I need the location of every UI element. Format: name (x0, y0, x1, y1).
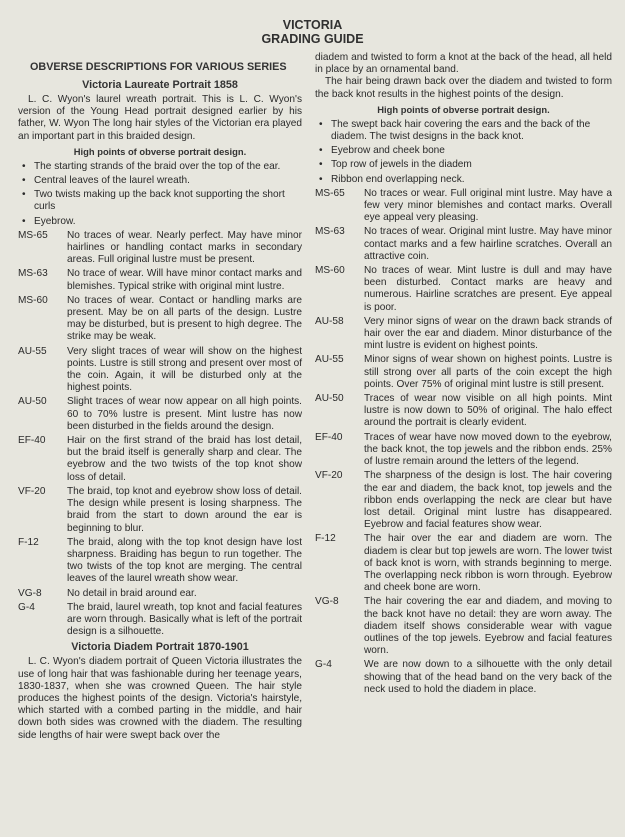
grade-row (18, 588, 302, 600)
grade-code: AU-50 (18, 396, 47, 408)
grade-code: F-12 (18, 536, 39, 548)
grade-description: No traces of wear. Mint lustre is dull and may have been disturbed. Contact marks are heavy and numerous. Hairline scratches are present. Eye appeal is poor. (364, 265, 612, 313)
grade-code: VG-8 (18, 587, 42, 599)
grade-row (18, 396, 302, 433)
title-line-2: GRADING GUIDE (261, 32, 364, 46)
grade-description: Minor signs of wear shown on highest points. Lustre is still strong over all parts of the coin except the high points. Over 75% of original mint lustre is still present. (364, 354, 612, 390)
grade-code: EF-40 (18, 435, 46, 447)
grade-row (18, 346, 302, 395)
title-line-1: VICTORIA (282, 18, 343, 32)
list-item: • Eyebrow and cheek bone (331, 145, 612, 157)
grade-row (18, 230, 302, 267)
grade-code: VF-20 (18, 485, 46, 497)
grade-description: No detail in braid around ear. (67, 587, 197, 599)
grade-row (18, 602, 302, 639)
diadem-high-points-list (315, 119, 612, 186)
grade-description: The braid, laurel wreath, top knot and facial features are worn through. Basically what is left of the portrait design is a silhouette. (67, 601, 302, 638)
grade-description: We are now down to a silhouette with the only detail showing that of the head band on the very back of the neck used to hold the diadem in place. (364, 659, 612, 695)
grade-code: AU-50 (315, 393, 344, 405)
grade-row (18, 537, 302, 586)
grade-code: MS-63 (18, 268, 48, 280)
grade-description: The hair covering the ear and diadem, and moving to the back knot have no detail: they are worn away. The diadem itself shows considerable wear with vague outlines of the top jewels. Eyebrow and facial features worn. (364, 596, 612, 657)
grade-row (18, 435, 302, 484)
grade-description: The hair over the ear and diadem are worn. The diadem is clear but top jewels are worn. The lower twist of back knot is worn, with strands beginning to merge. The overlapping neck ribbon is worn through. Eyebrow and cheek bone are worn. (364, 533, 612, 594)
grade-code: F-12 (315, 533, 336, 545)
grade-description: Hair on the first strand of the braid has lost detail, but the braid itself is generally sharp and clear. The eyebrow and the two twists of the top knot show loss of detail. (67, 435, 302, 483)
grade-code: AU-58 (315, 315, 344, 327)
laureate-intro: L. C. Wyon's laurel wreath portrait. This is L. C. Wyon's version of the Young Head portrait designed earlier by his father, W. Wyon The long hair styles of the Victorian era played an important part in this braided design. (18, 94, 302, 142)
grade-description: No traces of wear. Contact or handling marks are present. May be on all parts of the design. Lustre may be disturbed, but is present to high degree. The strike may be weak. (67, 294, 302, 343)
laureate-high-points-list (18, 161, 302, 228)
grade-description: No traces of wear. Original mint lustre. May have minor contact marks and a few hairline scratches. Overall an attractive coin. (364, 226, 612, 262)
list-item: • The starting strands of the braid over the top of the ear. (34, 161, 302, 173)
page-title (0, 18, 625, 46)
grade-description: Very slight traces of wear will show on the highest points. Lustre is still strong and present over most of the coin. Again, it will be disturbed only at the highest points. (67, 345, 302, 394)
grade-description: The braid, top knot and eyebrow show loss of detail. The design while present is losing sharpness. The braid from the start to down around the ear is beginning to blur. (67, 485, 302, 534)
left-column (18, 60, 302, 742)
grade-description: Slight traces of wear now appear on all high points. 60 to 70% lustre is present. Mint lustre has now been disturbed in the fields around the design. (67, 396, 302, 432)
section-title: OBVERSE DESCRIPTIONS FOR VARIOUS SERIES (30, 61, 287, 73)
grade-row (315, 265, 612, 314)
grade-code: AU-55 (18, 345, 47, 357)
grade-row (315, 188, 612, 225)
grade-code: MS-60 (315, 265, 345, 277)
grade-code: EF-40 (315, 431, 343, 443)
grade-row (315, 470, 612, 531)
grade-code: MS-65 (18, 229, 48, 241)
laureate-title: Victoria Laureate Portrait 1858 (82, 79, 238, 91)
list-item: • Central leaves of the laurel wreath. (34, 175, 302, 187)
grade-row (18, 295, 302, 344)
grade-code: MS-65 (315, 187, 345, 199)
grade-row (315, 596, 612, 657)
grade-description: No trace of wear. Will have minor contact marks and blemishes. Typical strike with original mint lustre. (67, 268, 302, 292)
grade-code: VF-20 (315, 470, 343, 482)
grade-row (315, 432, 612, 469)
grade-code: MS-63 (315, 226, 345, 238)
grade-code: G-4 (315, 659, 332, 671)
grade-row (315, 533, 612, 594)
grade-row (18, 268, 302, 292)
diadem-intro-paragraph-2: The hair being drawn back over the diadem and twisted to form the back knot results in the highest points of the design. (315, 76, 612, 100)
grade-code: VG-8 (315, 596, 339, 608)
grade-description: Very minor signs of wear on the drawn back strands of hair over the ear and diadem. Minor disturbance of the mint lustre is evident on highest points. (364, 315, 612, 352)
right-column (315, 52, 612, 698)
grade-row (315, 316, 612, 353)
list-item: • Top row of jewels in the diadem (331, 159, 612, 171)
grade-row (315, 659, 612, 696)
grade-code: G-4 (18, 601, 35, 613)
diadem-intro: L. C. Wyon's diadem portrait of Queen Victoria illustrates the use of long hair that was fashionable during her teenage years, 1830-1837, when she was crowned Queen. The hair style produces the highest points of the design. Victoria's hairstyle, which started with a combed parting in the middle, and hair down both sides was crowned with the diadem. The resulting side lengths of hair were swept back over the (18, 656, 302, 741)
grade-description: No traces of wear. Nearly perfect. May have minor hairlines or handling contact marks in secondary areas. Full original lustre must be present. (67, 229, 302, 266)
grade-row (315, 226, 612, 263)
grade-code: AU-55 (315, 354, 344, 366)
grade-code: MS-60 (18, 294, 48, 306)
list-item: • The swept back hair covering the ears and the back of the diadem. The twist designs in the back knot. (331, 119, 612, 143)
list-item: • Eyebrow. (34, 216, 302, 228)
grade-description: No traces or wear. Full original mint lustre. May have a few very minor blemishes and contact marks. Overall eye appeal very pleasing. (364, 187, 612, 224)
laureate-high-points-title: High points of obverse portrait design. (73, 145, 247, 157)
diadem-title: Victoria Diadem Portrait 1870-1901 (71, 641, 249, 654)
grade-row (18, 486, 302, 535)
diadem-grades (315, 188, 612, 696)
laureate-grades (18, 230, 302, 639)
diadem-high-points-title: High points of obverse portrait design. (377, 103, 550, 115)
list-item: • Ribbon end overlapping neck. (331, 174, 612, 186)
grade-description: Traces of wear now visible on all high points. Mint lustre is now down to 50% of original. The halo effect around the portrait is clearly evident. (364, 393, 612, 429)
list-item: • Two twists making up the back knot supporting the short curls (34, 189, 302, 213)
grade-row (315, 393, 612, 430)
grade-description: The braid, along with the top knot design have lost sharpness. Braiding has begun to run together. The two twists of the top knot are merging. The central leaves of the laurel wreath show wear. (67, 536, 302, 585)
grade-description: Traces of wear have now moved down to the eyebrow, the back knot, the top jewels and the ribbon ends. 25% of lustre remain around the letters of the legend. (364, 431, 612, 468)
grade-row (315, 354, 612, 391)
diadem-intro-continued: diadem and twisted to form a knot at the back of the head, all held in place by an ornamental band. (315, 52, 612, 76)
grade-description: The sharpness of the design is lost. The hair covering the ear and diadem, the back knot, top jewels and the ribbon ends overlapping the neck are clear but have lost detail. Original mint lustre has disappeared. Eyebrow and facial features show wear. (364, 470, 612, 531)
